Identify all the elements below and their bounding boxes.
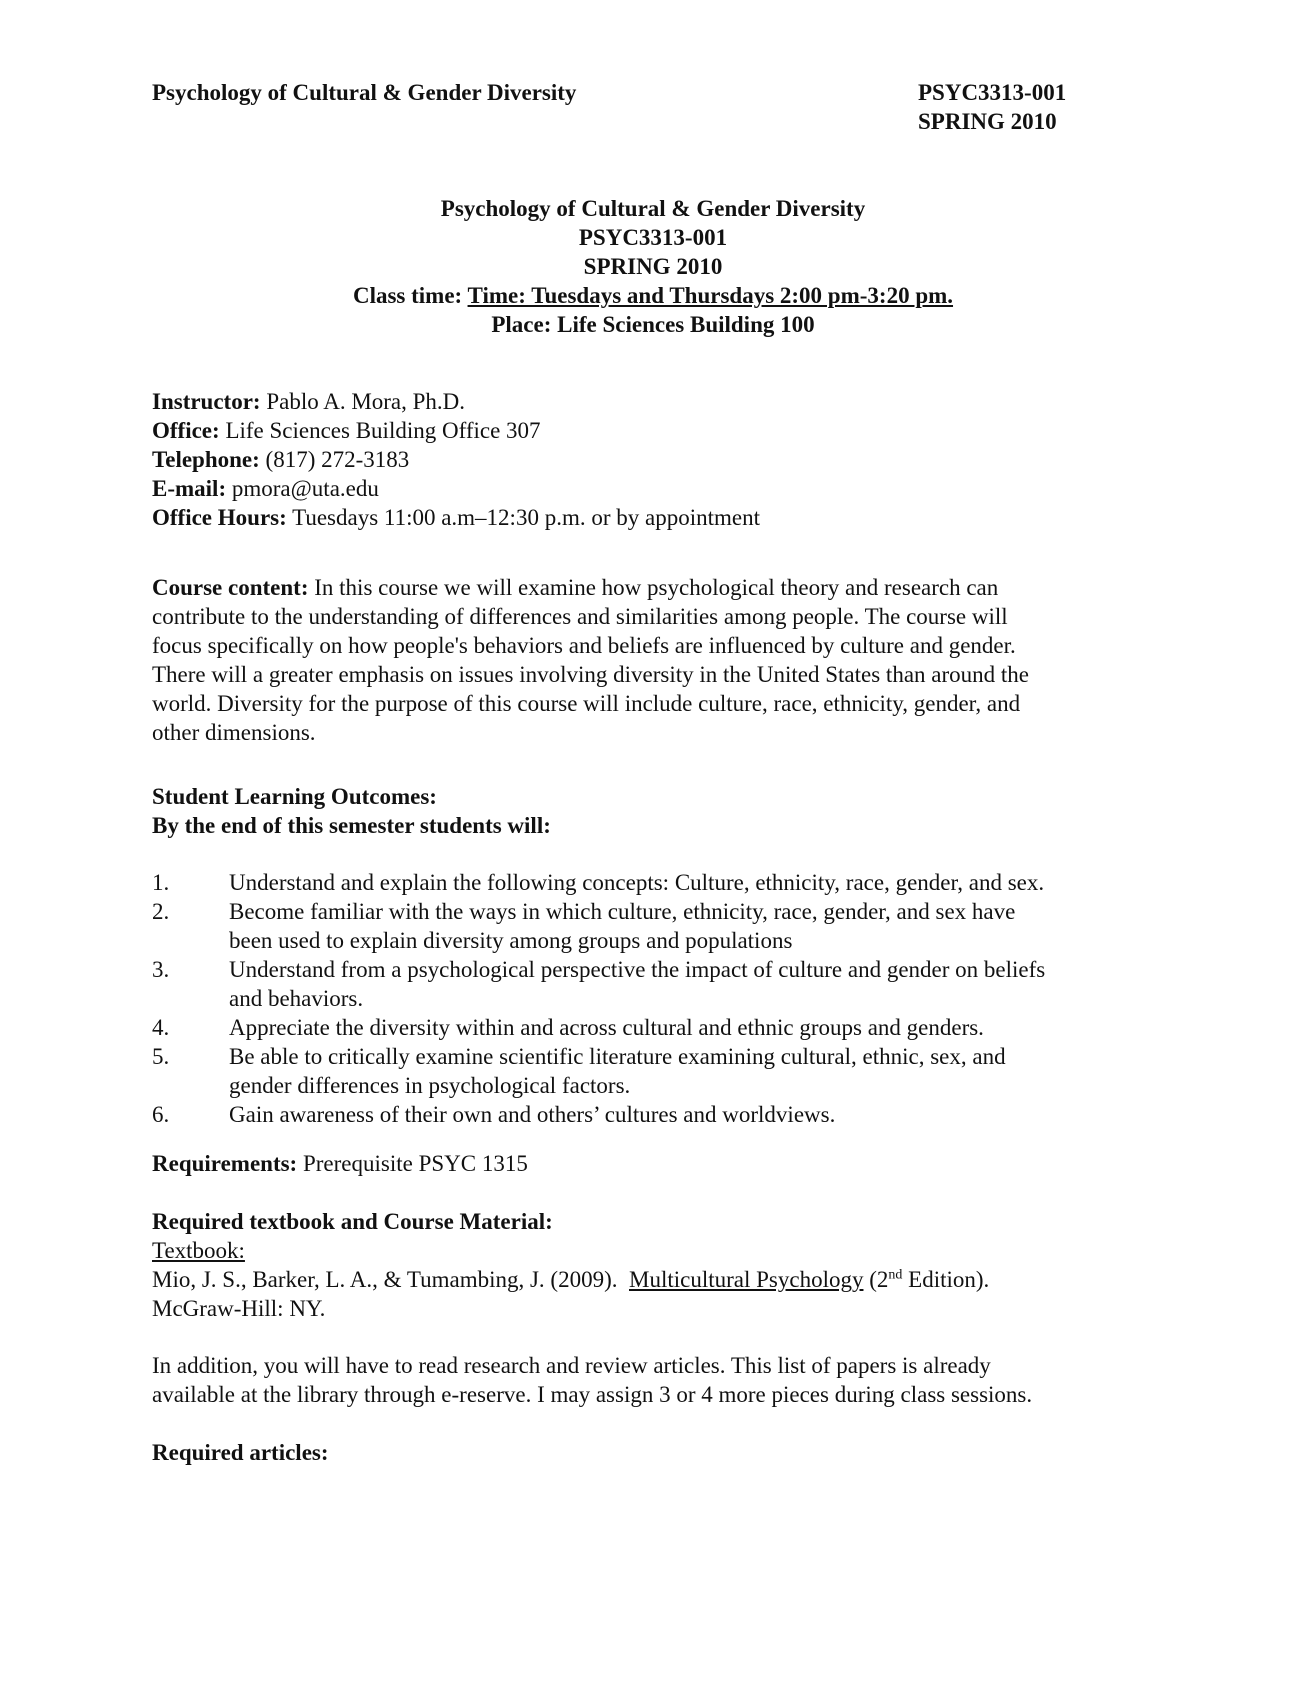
telephone-value: (817) 272-3183 [265, 447, 410, 472]
header-course-info [918, 78, 1066, 136]
list-item: 2. Become familiar with the ways in which culture, ethnicity, race, gender, and sex have been used to explain diversity among groups and populations [152, 899, 1016, 953]
title-block [0, 194, 1306, 339]
textbook-publisher: McGraw-Hill: NY. [152, 1296, 326, 1321]
telephone-row [152, 445, 1152, 474]
course-content-line: world. Diversity for the purpose of this course will include culture, race, ethnicity, gender, and [152, 691, 1021, 716]
requirements-value: Prerequisite PSYC 1315 [302, 1151, 528, 1176]
articles-heading: Required articles: [152, 1440, 329, 1465]
textbook-heading: Required textbook and Course Material: [152, 1209, 553, 1234]
textbook-title: Multicultural Psychology [629, 1267, 864, 1292]
course-content-line: focus specifically on how people's behaviors and beliefs are influenced by culture and gender. [152, 633, 1016, 658]
office-hours-label: Office Hours: [152, 505, 287, 530]
header-course-title: Psychology of Cultural & Gender Diversity [152, 80, 577, 105]
class-time-value: Time: Tuesdays and Thursdays 2:00 pm-3:20 pm. [467, 283, 954, 308]
list-item: 4. Appreciate the diversity within and across cultural and ethnic groups and genders. [152, 1015, 984, 1040]
list-item: 5. Be able to critically examine scientific literature examining cultural, ethnic, sex, and gender differences in psychological factors. [152, 1044, 1006, 1098]
outcomes-heading-block [152, 782, 1152, 840]
textbook-sublabel: Textbook: [152, 1238, 245, 1263]
list-item-number: 2. [152, 899, 170, 924]
telephone-label: Telephone: [152, 447, 260, 472]
office-hours-row [152, 503, 1152, 532]
list-item-number: 4. [152, 1015, 170, 1040]
title: Psychology of Cultural & Gender Diversity [440, 196, 866, 221]
instructor-label: Instructor: [152, 389, 261, 414]
class-place: Place: Life Sciences Building 100 [491, 312, 815, 337]
instructor-name: Pablo A. Mora, Ph.D. [266, 389, 466, 414]
list-item-number: 6. [152, 1102, 170, 1127]
list-item: 1. Understand and explain the following concepts: Culture, ethnicity, race, gender, and sex. [152, 870, 1045, 895]
office-value: Life Sciences Building Office 307 [225, 418, 541, 443]
course-content-line: contribute to the understanding of differences and similarities among people. The course will [152, 604, 1008, 629]
outcomes-subheading: By the end of this semester students will: [152, 813, 551, 838]
outcomes-heading: Student Learning Outcomes: [152, 784, 437, 809]
outcomes-list [152, 868, 1162, 1129]
title-code: PSYC3313-001 [578, 225, 728, 250]
textbook-citation: Mio, J. S., Barker, L. A., & Tumambing, J. (2009). Multicultural Psychology (2nd Edition). [152, 1267, 990, 1292]
textbook-section [152, 1207, 1152, 1323]
list-item: 6. Gain awareness of their own and others’ cultures and worldviews. [152, 1102, 836, 1127]
office-label: Office: [152, 418, 220, 443]
instructor-info [152, 387, 1152, 532]
list-item-number: 5. [152, 1044, 170, 1069]
course-content-line: other dimensions. [152, 720, 316, 745]
additional-readings: In addition, you will have to read research and review articles. This list of papers is already available at the library through e-reserve. I may assign 3 or 4 more pieces during class sessions. [152, 1353, 1033, 1407]
email-value: pmora@uta.edu [231, 476, 379, 501]
course-content-line: Course content: In this course we will examine how psychological theory and research can [152, 575, 999, 600]
course-content [152, 573, 1152, 747]
course-content-label: Course content: [152, 575, 309, 600]
class-time [0, 281, 1306, 310]
requirements-label: Requirements: [152, 1151, 298, 1176]
header-course-code: PSYC3313-001 [918, 80, 1067, 105]
header-term: SPRING 2010 [918, 109, 1057, 134]
email-row [152, 474, 1152, 503]
class-time-label: Class time: [352, 283, 463, 308]
office-row [152, 416, 1152, 445]
requirements [152, 1149, 1152, 1178]
list-item-number: 1. [152, 870, 170, 895]
office-hours-value: Tuesdays 11:00 a.m–12:30 p.m. or by appointment [292, 505, 760, 530]
course-content-line: There will a greater emphasis on issues involving diversity in the United States than around the [152, 662, 1029, 687]
title-term: SPRING 2010 [583, 254, 723, 279]
list-item: 3. Understand from a psychological perspective the impact of culture and gender on beliefs and behaviors. [152, 957, 1046, 1011]
list-item-number: 3. [152, 957, 170, 982]
email-label: E-mail: [152, 476, 227, 501]
instructor-row [152, 387, 1152, 416]
